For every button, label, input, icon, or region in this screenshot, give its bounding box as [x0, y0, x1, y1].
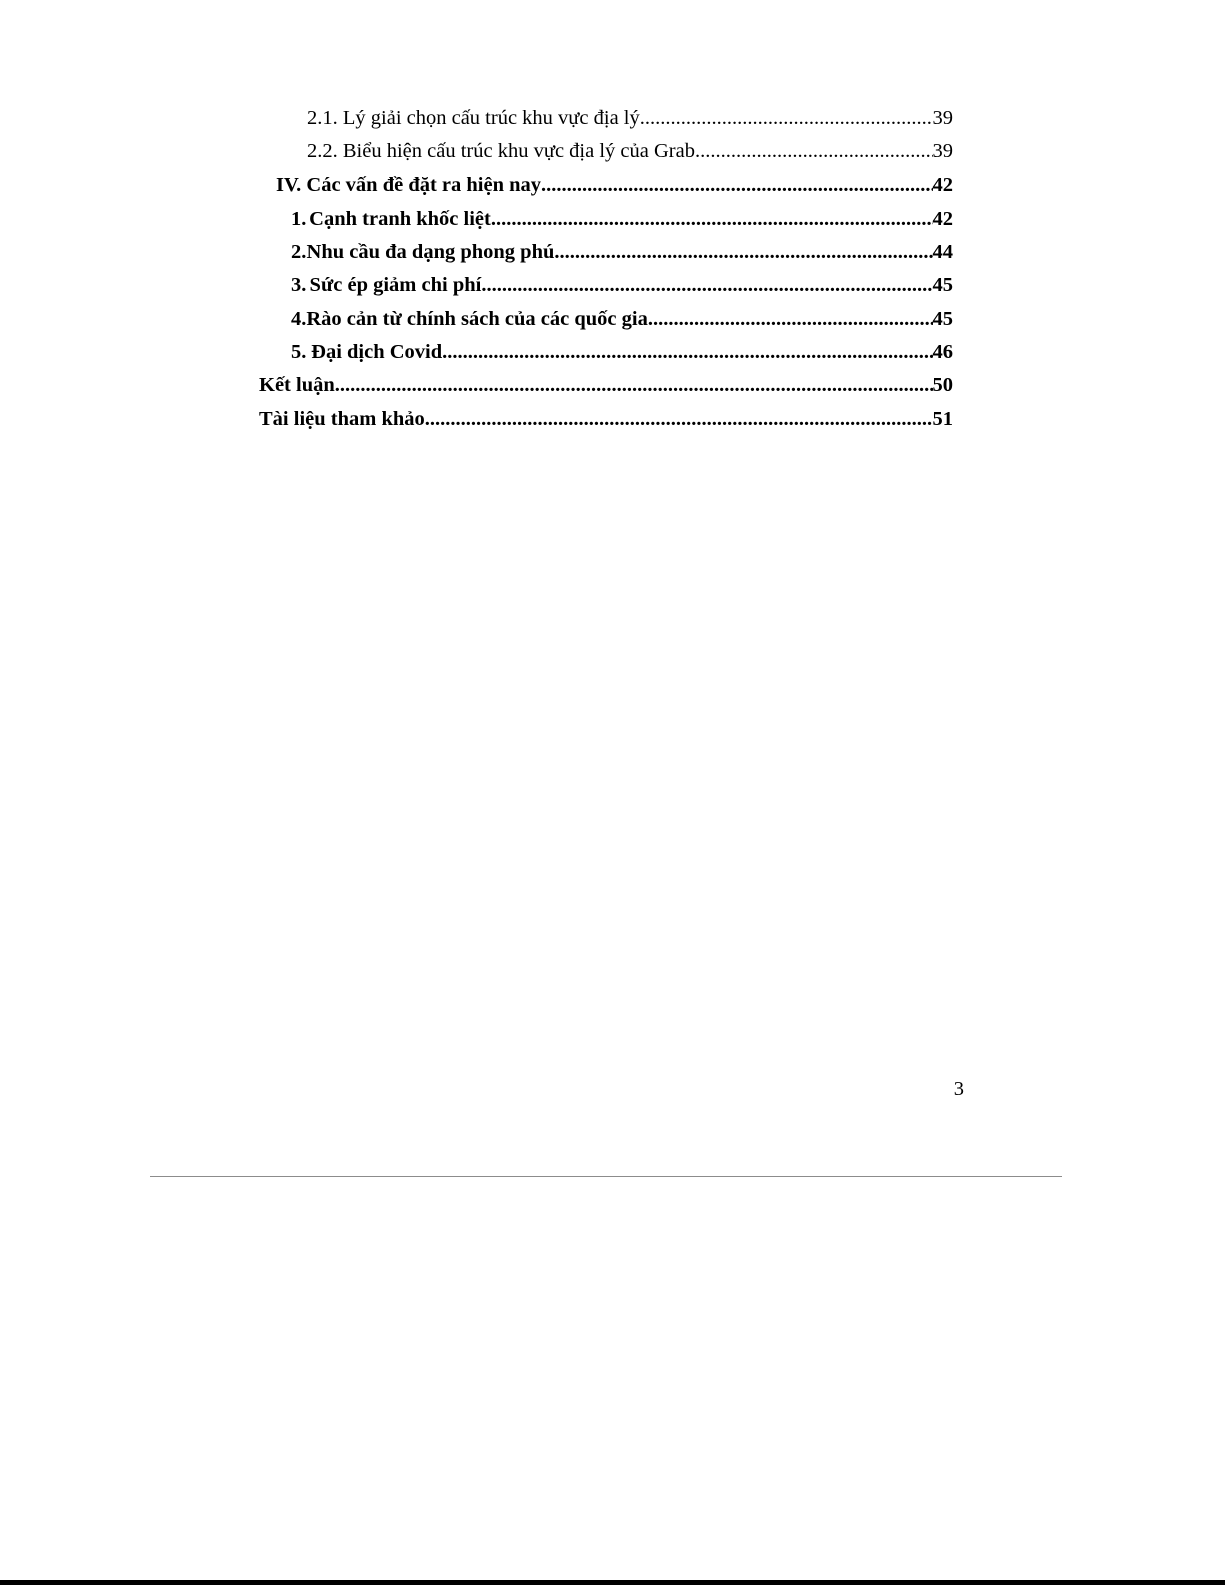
toc-entry-label: Tài liệu tham khảo: [259, 408, 425, 430]
toc-entry-number: 1.: [291, 208, 307, 230]
page-number: 3: [953, 1078, 964, 1100]
toc-entry-page: 45: [932, 308, 953, 330]
dot-leader: [554, 237, 932, 267]
toc-entry-label: Cạnh tranh khốc liệt: [309, 208, 491, 230]
toc-entry-page: 44: [932, 241, 953, 263]
dot-leader: [695, 136, 933, 166]
toc-entry-number: 3.: [291, 274, 307, 296]
toc-entry-page: 45: [932, 274, 953, 296]
page-break-divider: [150, 1176, 1062, 1177]
toc-entry-iv-5[interactable]: [291, 337, 953, 367]
toc-entry-label: IV. Các vấn đề đặt ra hiện nay: [276, 174, 542, 196]
toc-entry-number: 2.: [291, 241, 307, 263]
toc-entry-iv-2[interactable]: [291, 237, 953, 267]
toc-entry-page: 46: [932, 341, 953, 363]
toc-entry-references[interactable]: [259, 404, 953, 434]
toc-entry-iv-3[interactable]: [291, 270, 953, 300]
toc-entry-conclusion[interactable]: [259, 370, 953, 400]
dot-leader: [481, 270, 932, 300]
toc-entry-2-1[interactable]: [307, 103, 953, 133]
toc-entry-label: 2.2. Biểu hiện cấu trúc khu vực địa lý của Grab: [307, 140, 695, 162]
toc-entry-page: 42: [932, 208, 953, 230]
dot-leader: [335, 370, 933, 400]
dot-leader: [425, 404, 933, 434]
bottom-edge-rule: [0, 1580, 1225, 1585]
toc-entry-iv-4[interactable]: [291, 304, 953, 334]
toc-entry-page: 50: [932, 374, 953, 396]
dot-leader: [491, 204, 933, 234]
toc-entry-number: 4.: [291, 308, 307, 330]
toc-entry-label: 2.1. Lý giải chọn cấu trúc khu vực địa lý: [307, 107, 640, 129]
toc-entry-2-2[interactable]: [307, 136, 953, 166]
toc-entry-page: 42: [932, 174, 953, 196]
toc-entry-iv-1[interactable]: [291, 204, 953, 234]
toc-entry-label: Kết luận: [259, 374, 335, 396]
toc-entry-section-iv[interactable]: [276, 170, 953, 200]
toc-entry-page: 39: [932, 140, 953, 162]
dot-leader: [640, 103, 933, 133]
dot-leader: [541, 170, 932, 200]
toc-entry-label: Rào cản từ chính sách của các quốc gia: [306, 308, 648, 330]
toc-entry-page: 51: [932, 408, 953, 430]
dot-leader: [442, 337, 932, 367]
toc-entry-label: Sức ép giảm chi phí: [309, 274, 482, 296]
toc-entry-number: 5.: [291, 341, 307, 363]
toc-entry-label: Nhu cầu đa dạng phong phú: [306, 241, 555, 263]
toc-entry-label: Đại dịch Covid: [311, 341, 443, 363]
toc-entry-page: 39: [932, 107, 953, 129]
dot-leader: [648, 304, 933, 334]
